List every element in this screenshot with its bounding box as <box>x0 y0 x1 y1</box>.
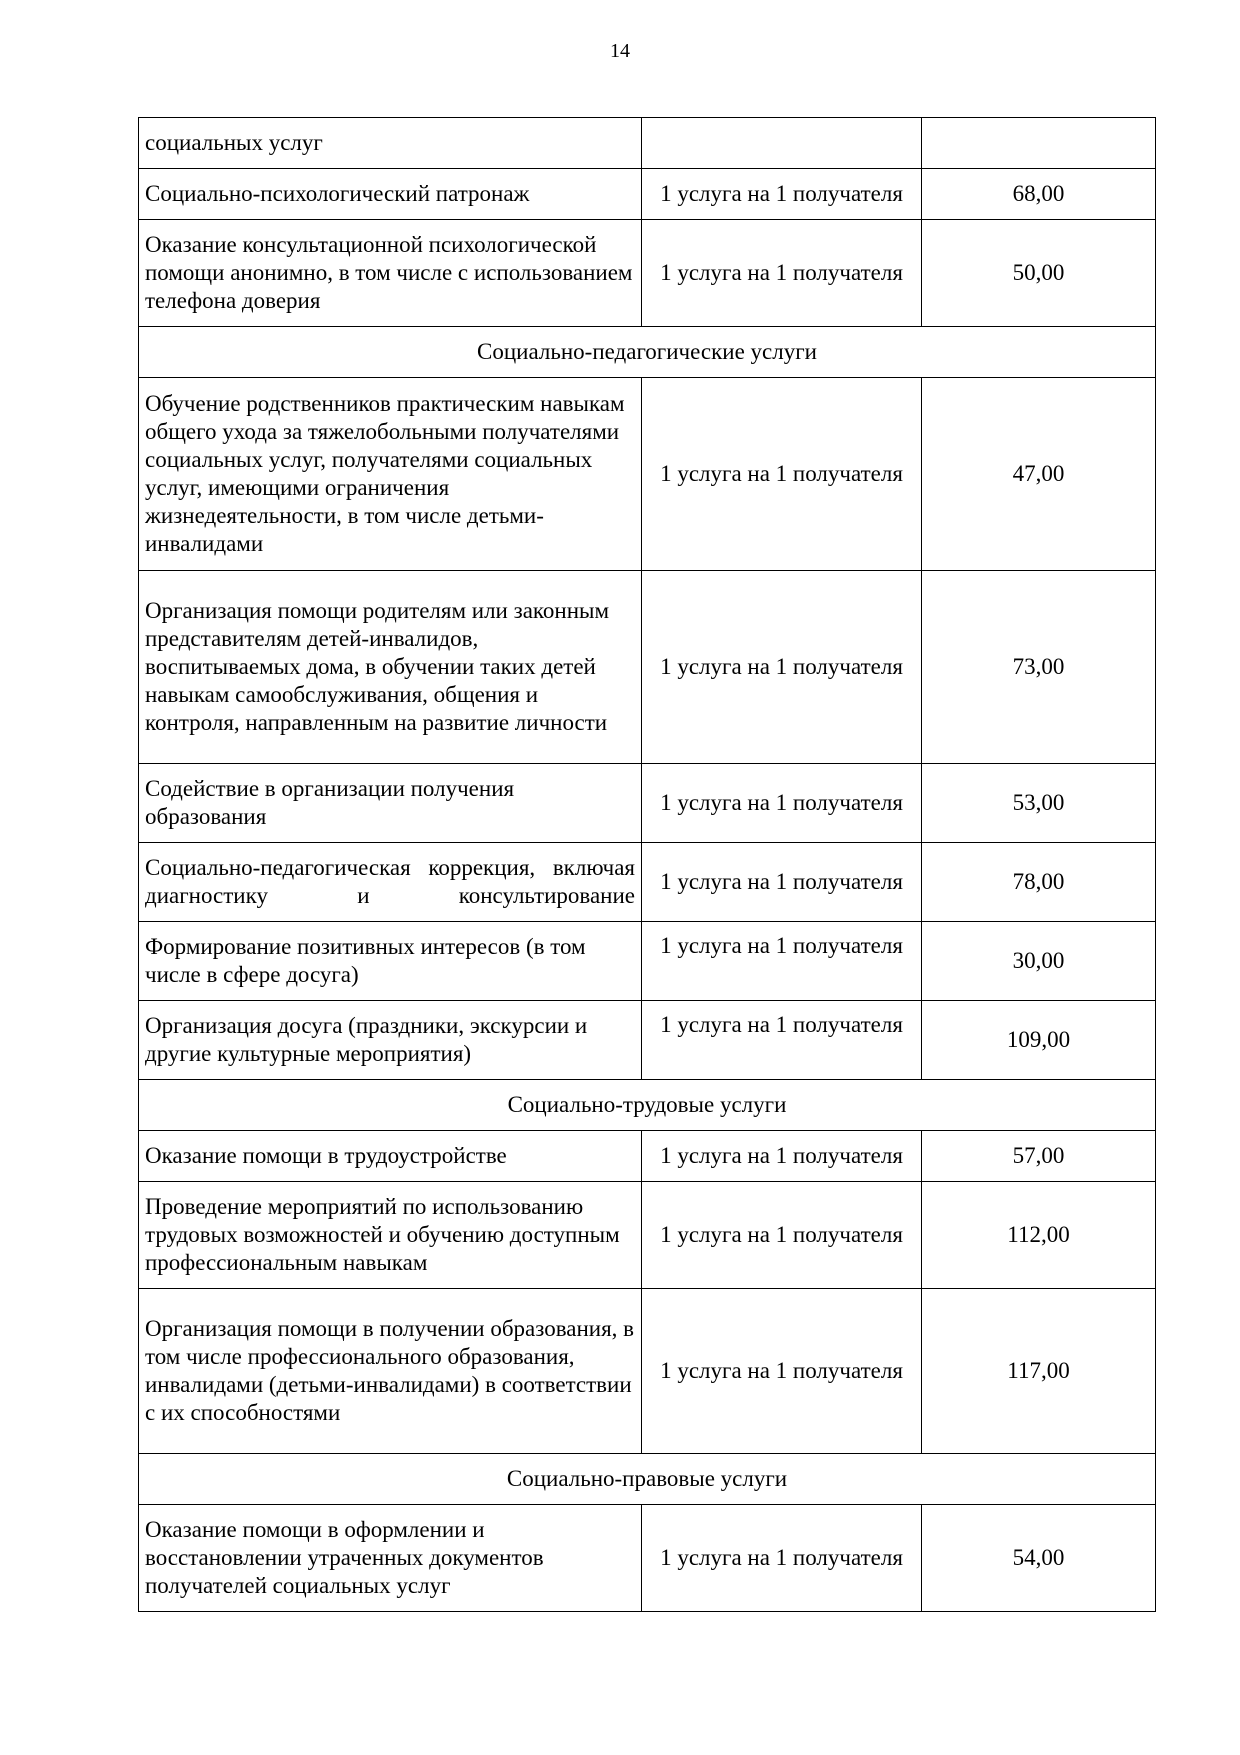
service-unit <box>642 118 922 169</box>
section-title: Социально-педагогические услуги <box>139 327 1156 378</box>
service-name: Социально-психологический патронаж <box>139 169 642 220</box>
service-unit: 1 услуга на 1 получателя <box>642 922 922 1001</box>
table-row <box>139 571 1156 764</box>
table-row <box>139 118 1156 169</box>
service-name: Социально-педагогическая коррекция, включая диагностику и консультирование <box>139 843 642 922</box>
section-row <box>139 327 1156 378</box>
service-name: Обучение родственников практическим навыкам общего ухода за тяжелобольными получателями социальных услуг, получателями социальных услуг, имеющими ограничения жизнедеятельности, в том числе детьми-инвалидами <box>139 378 642 571</box>
service-name: Оказание помощи в трудоустройстве <box>139 1131 642 1182</box>
section-title: Социально-правовые услуги <box>139 1454 1156 1505</box>
service-price: 50,00 <box>922 220 1156 327</box>
service-price: 53,00 <box>922 764 1156 843</box>
service-price: 78,00 <box>922 843 1156 922</box>
table-row <box>139 169 1156 220</box>
table-row <box>139 378 1156 571</box>
service-name: Проведение мероприятий по использованию трудовых возможностей и обучению доступным профессиональным навыкам <box>139 1182 642 1289</box>
service-unit: 1 услуга на 1 получателя <box>642 1505 922 1612</box>
service-price: 68,00 <box>922 169 1156 220</box>
table-row <box>139 1131 1156 1182</box>
service-price: 109,00 <box>922 1001 1156 1080</box>
tariff-table <box>138 117 1156 1612</box>
table-row <box>139 1505 1156 1612</box>
service-unit: 1 услуга на 1 получателя <box>642 571 922 764</box>
service-unit: 1 услуга на 1 получателя <box>642 1001 922 1080</box>
service-name: Содействие в организации получения образования <box>139 764 642 843</box>
service-unit: 1 услуга на 1 получателя <box>642 378 922 571</box>
table-row <box>139 1182 1156 1289</box>
service-unit: 1 услуга на 1 получателя <box>642 169 922 220</box>
service-name: Оказание помощи в оформлении и восстановлении утраченных документов получателей социальных услуг <box>139 1505 642 1612</box>
table-row <box>139 220 1156 327</box>
table-row <box>139 764 1156 843</box>
table-row <box>139 1001 1156 1080</box>
service-name: Организация помощи в получении образования, в том числе профессионального образования, инвалидами (детьми-инвалидами) в соответствии с их способностями <box>139 1289 642 1454</box>
service-price: 73,00 <box>922 571 1156 764</box>
page-number: 14 <box>610 40 630 62</box>
section-row <box>139 1080 1156 1131</box>
service-price <box>922 118 1156 169</box>
table-row <box>139 1289 1156 1454</box>
service-unit: 1 услуга на 1 получателя <box>642 843 922 922</box>
service-unit: 1 услуга на 1 получателя <box>642 1182 922 1289</box>
section-title: Социально-трудовые услуги <box>139 1080 1156 1131</box>
service-name: социальных услуг <box>139 118 642 169</box>
service-unit: 1 услуга на 1 получателя <box>642 220 922 327</box>
table-row <box>139 843 1156 922</box>
service-price: 47,00 <box>922 378 1156 571</box>
service-unit: 1 услуга на 1 получателя <box>642 764 922 843</box>
service-price: 30,00 <box>922 922 1156 1001</box>
section-row <box>139 1454 1156 1505</box>
service-price: 112,00 <box>922 1182 1156 1289</box>
service-unit: 1 услуга на 1 получателя <box>642 1289 922 1454</box>
table-row <box>139 922 1156 1001</box>
service-name: Оказание консультационной психологической помощи анонимно, в том числе с использованием телефона доверия <box>139 220 642 327</box>
service-name: Организация досуга (праздники, экскурсии и другие культурные мероприятия) <box>139 1001 642 1080</box>
service-price: 54,00 <box>922 1505 1156 1612</box>
service-name: Организация помощи родителям или законным представителям детей-инвалидов, воспитываемых дома, в обучении таких детей навыкам самообслуживания, общения и контроля, направленным на развитие личности <box>139 571 642 764</box>
service-price: 57,00 <box>922 1131 1156 1182</box>
service-name: Формирование позитивных интересов (в том числе в сфере досуга) <box>139 922 642 1001</box>
service-unit: 1 услуга на 1 получателя <box>642 1131 922 1182</box>
service-price: 117,00 <box>922 1289 1156 1454</box>
